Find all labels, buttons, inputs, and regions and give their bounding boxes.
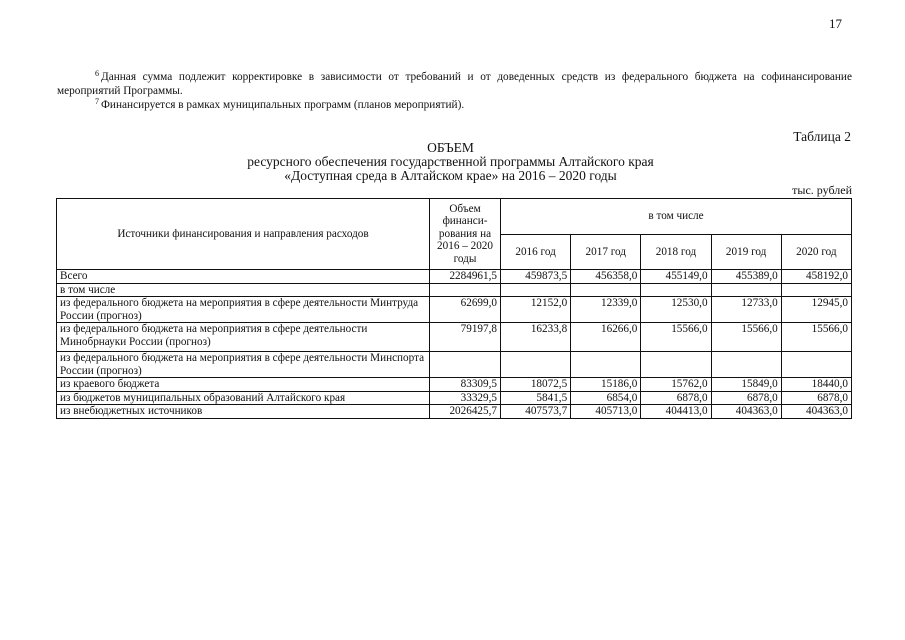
header-including: в том числе xyxy=(501,199,852,235)
row-label: из федерального бюджета на мероприятия в сфере деятельности Минспорта России (прогноз) xyxy=(57,352,430,378)
row-value: 15849,0 xyxy=(711,378,781,392)
row-label: в том числе xyxy=(57,283,430,297)
page-number: 17 xyxy=(829,16,842,31)
row-value: 12945,0 xyxy=(781,297,851,323)
row-value: 405713,0 xyxy=(571,405,641,419)
table-label: Таблица 2 xyxy=(793,129,851,144)
row-value: 15566,0 xyxy=(641,323,711,352)
heading-line-1: ОБЪЕМ xyxy=(427,140,474,155)
table-row xyxy=(57,270,852,284)
row-value xyxy=(641,352,711,378)
row-label: из федерального бюджета на мероприятия в сфере деятельности Минобрнауки России (прогноз) xyxy=(57,323,430,352)
footnote-7 xyxy=(57,98,852,112)
row-value: 459873,5 xyxy=(501,270,571,284)
table-heading xyxy=(0,141,905,183)
footnote-text: Финансируется в рамках муниципальных программ (планов мероприятий). xyxy=(101,99,465,111)
row-value: 458192,0 xyxy=(781,270,851,284)
row-value xyxy=(571,352,641,378)
row-value xyxy=(781,283,851,297)
row-value: 15566,0 xyxy=(711,323,781,352)
row-value xyxy=(641,283,711,297)
table-row xyxy=(57,297,852,323)
row-value: 12339,0 xyxy=(571,297,641,323)
row-total: 62699,0 xyxy=(430,297,501,323)
table-row xyxy=(57,283,852,297)
footnote-text: Данная сумма подлежит корректировке в зависимости от требований и от доведенных средств из федерального бюджета на софинансирование мероприятий Программы. xyxy=(57,71,852,97)
row-value: 15762,0 xyxy=(641,378,711,392)
row-value: 16266,0 xyxy=(571,323,641,352)
row-label: из бюджетов муниципальных образований Алтайского края xyxy=(57,391,430,405)
row-total: 2026425,7 xyxy=(430,405,501,419)
row-value xyxy=(501,283,571,297)
row-total: 83309,5 xyxy=(430,378,501,392)
table-row xyxy=(57,323,852,352)
row-total: 33329,5 xyxy=(430,391,501,405)
row-label: из федерального бюджета на мероприятия в сфере деятельности Минтруда России (прогноз) xyxy=(57,297,430,323)
row-total: 79197,8 xyxy=(430,323,501,352)
row-value: 12530,0 xyxy=(641,297,711,323)
row-value: 456358,0 xyxy=(571,270,641,284)
row-value xyxy=(501,352,571,378)
row-value: 18072,5 xyxy=(501,378,571,392)
row-label: из внебюджетных источников xyxy=(57,405,430,419)
table-row xyxy=(57,378,852,392)
row-total xyxy=(430,283,501,297)
row-value xyxy=(571,283,641,297)
row-value: 6878,0 xyxy=(711,391,781,405)
header-year: 2019 год xyxy=(711,234,781,270)
footnote-mark: 6 xyxy=(95,69,99,78)
row-total: 2284961,5 xyxy=(430,270,501,284)
row-value: 5841,5 xyxy=(501,391,571,405)
row-value xyxy=(781,352,851,378)
row-value: 12733,0 xyxy=(711,297,781,323)
table-row xyxy=(57,391,852,405)
row-value: 404413,0 xyxy=(641,405,711,419)
row-value: 404363,0 xyxy=(781,405,851,419)
header-year: 2018 год xyxy=(641,234,711,270)
table-row xyxy=(57,405,852,419)
header-total: Объем финанси-рования на 2016 – 2020 годы xyxy=(430,199,501,270)
row-value: 15566,0 xyxy=(781,323,851,352)
footnote-6 xyxy=(57,70,852,98)
row-value: 6878,0 xyxy=(781,391,851,405)
heading-line-3: «Доступная среда в Алтайском крае» на 2016 – 2020 годы xyxy=(284,168,617,183)
row-value: 16233,8 xyxy=(501,323,571,352)
table-row xyxy=(57,352,852,378)
row-label: Всего xyxy=(57,270,430,284)
row-value: 12152,0 xyxy=(501,297,571,323)
row-value: 18440,0 xyxy=(781,378,851,392)
header-year: 2020 год xyxy=(781,234,851,270)
heading-line-2: ресурсного обеспечения государственной программы Алтайского края xyxy=(247,154,654,169)
header-year: 2017 год xyxy=(571,234,641,270)
row-value: 455389,0 xyxy=(711,270,781,284)
row-value: 407573,7 xyxy=(501,405,571,419)
row-total xyxy=(430,352,501,378)
header-source: Источники финансирования и направления расходов xyxy=(57,199,430,270)
row-value xyxy=(711,283,781,297)
row-value xyxy=(711,352,781,378)
row-value: 6854,0 xyxy=(571,391,641,405)
footnotes xyxy=(57,70,852,112)
row-value: 404363,0 xyxy=(711,405,781,419)
header-year: 2016 год xyxy=(501,234,571,270)
row-value: 15186,0 xyxy=(571,378,641,392)
row-value: 6878,0 xyxy=(641,391,711,405)
units-label: тыс. рублей xyxy=(792,183,852,197)
row-label: из краевого бюджета xyxy=(57,378,430,392)
financing-table xyxy=(56,198,852,419)
row-value: 455149,0 xyxy=(641,270,711,284)
footnote-mark: 7 xyxy=(95,97,99,106)
